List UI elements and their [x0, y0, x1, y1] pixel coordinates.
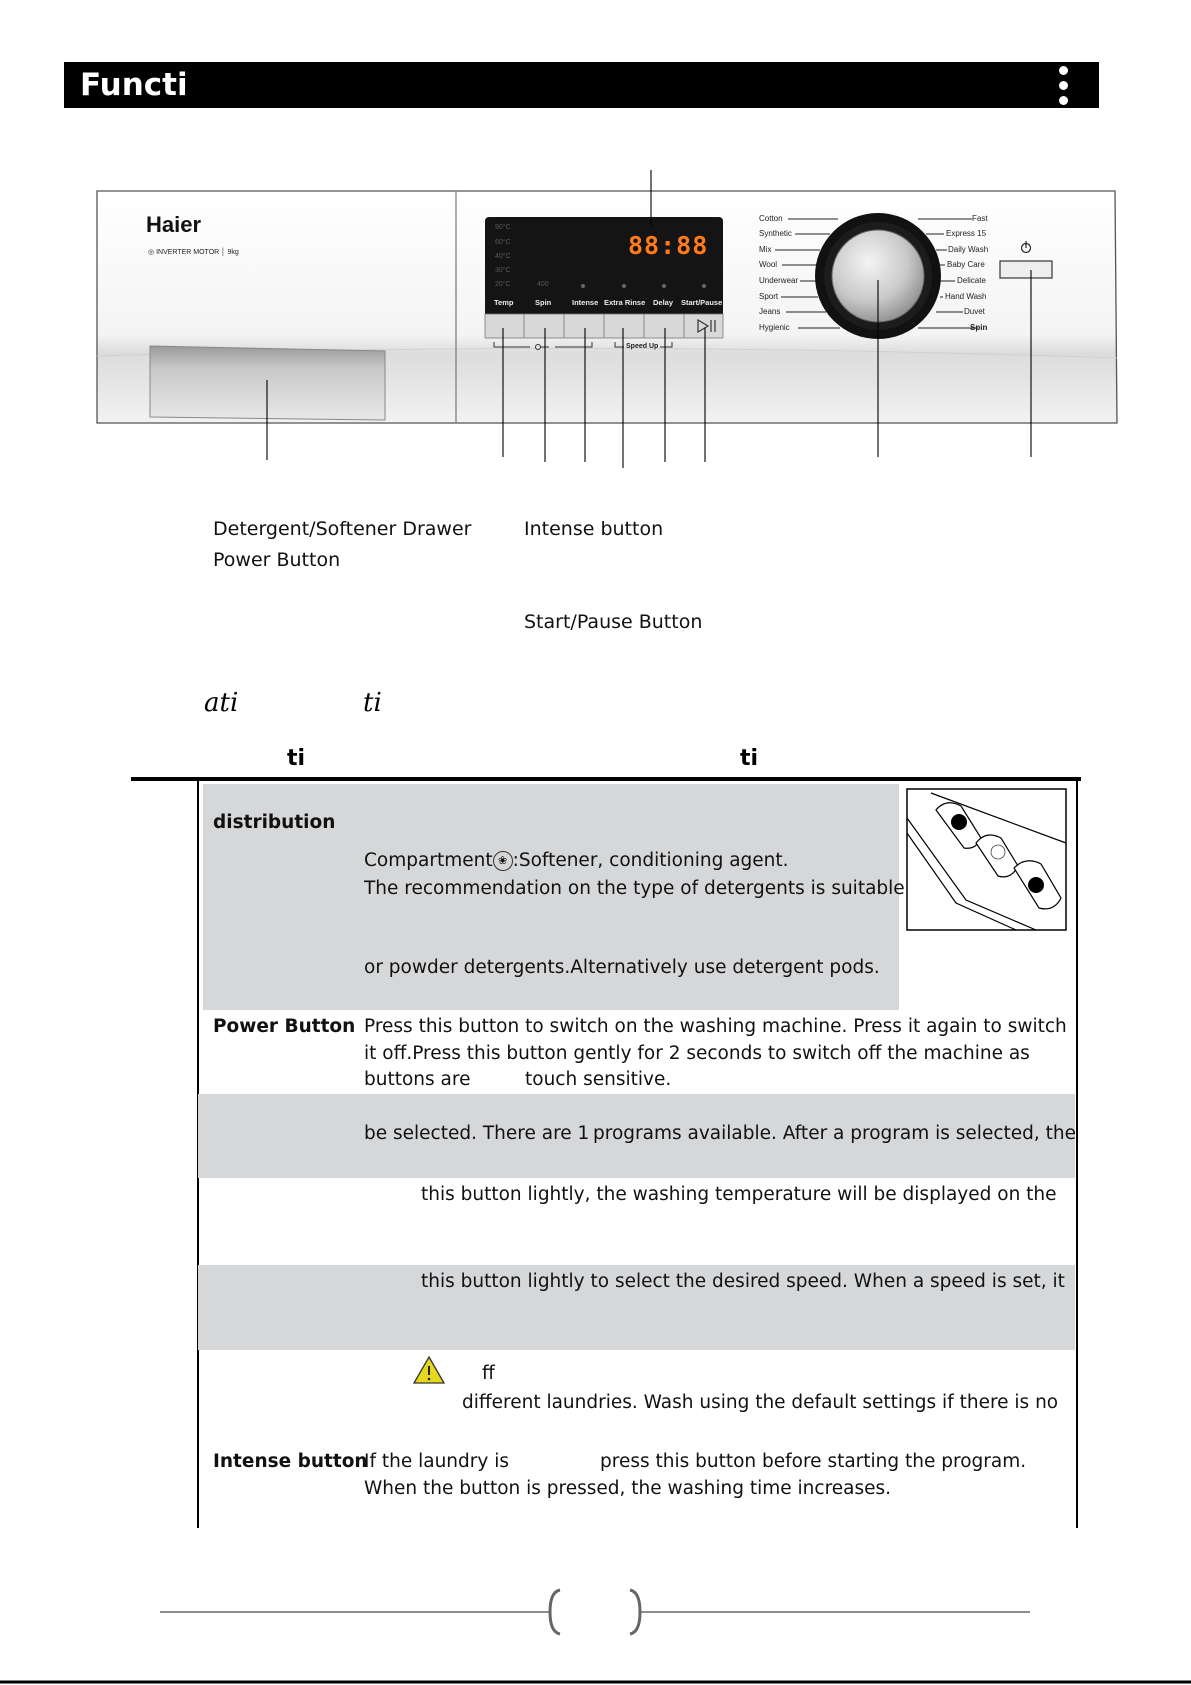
temp-button[interactable]	[485, 314, 524, 338]
distribution-line1: Compartment ❀ :Softener, conditioning agent.	[364, 850, 789, 871]
delay-button-label: Delay	[653, 298, 674, 307]
motor-label: ◎ INVERTER MOTOR │ 9kg	[148, 249, 239, 256]
warning-ff: ff	[482, 1363, 495, 1384]
page-footer	[0, 1580, 1191, 1685]
row-distribution-label: distribution	[213, 812, 336, 833]
intense-button-label: Intense	[572, 298, 599, 307]
power-line3a: buttons are	[364, 1069, 471, 1090]
intense-line2: When the button is pressed, the washing time increases.	[364, 1478, 892, 1499]
spin-line1: this button lightly to select the desired speed. When a speed is set, it	[421, 1271, 1065, 1292]
program-hand-wash: Hand Wash	[945, 292, 987, 301]
section-heading-left: ati	[204, 688, 239, 718]
spin-button[interactable]	[524, 314, 564, 338]
legend-power: Power Button	[213, 549, 341, 571]
temp-40: 40°C	[495, 253, 511, 260]
drawer-illustration	[906, 788, 1067, 931]
program-express-15: Express 15	[946, 229, 987, 238]
program-line1b: programs available. After a program is selected, the	[593, 1123, 1076, 1144]
power-line2: it off.Press this button gently for 2 seconds to switch off the machine as	[364, 1043, 1030, 1064]
legend-intense: Intense button	[524, 518, 664, 540]
program-duvet: Duvet	[964, 307, 985, 316]
delay-button[interactable]	[644, 314, 684, 338]
control-panel-illustration	[0, 0, 1191, 480]
temp-20: 20°C	[495, 281, 511, 288]
intense-line1b: press this button before starting the program.	[600, 1451, 1027, 1472]
power-line3b: touch sensitive.	[525, 1069, 672, 1090]
start-pause-button[interactable]	[684, 314, 723, 338]
distribution-line2: The recommendation on the type of detergents is suitable	[364, 878, 905, 899]
warning-icon	[412, 1355, 446, 1385]
page-title: Functi	[80, 67, 188, 103]
program-cotton: Cotton	[759, 214, 783, 223]
table-col2-header: ti	[740, 746, 759, 771]
program-synthetic: Synthetic	[759, 229, 792, 238]
program-delicate: Delicate	[957, 276, 986, 285]
temp-90: 90°C	[495, 224, 511, 231]
motor-icon: ◎	[148, 249, 157, 256]
softener-icon: ❀	[493, 851, 513, 871]
row-intense-label: Intense button	[213, 1451, 368, 1472]
legend-drawer: Detergent/Softener Drawer	[213, 518, 472, 540]
extra-rinse-button-label: Extra Rinse	[604, 298, 646, 307]
legend-start-pause: Start/Pause Button	[524, 611, 703, 633]
program-line1a: be selected. There are 1	[364, 1123, 590, 1144]
warning-line1: different laundries. Wash using the default settings if there is no	[462, 1392, 1059, 1413]
program-knob[interactable]	[815, 213, 941, 339]
program-mix: Mix	[759, 245, 772, 254]
program-baby-care: Baby Care	[947, 260, 985, 269]
program-daily-wash: Daily Wash	[948, 245, 989, 254]
table-col1-header: ti	[287, 746, 306, 771]
power-button[interactable]	[1000, 261, 1052, 278]
program-sport: Sport	[759, 292, 779, 301]
speed-up-label: Speed Up	[626, 343, 659, 350]
spin-button-label: Spin	[535, 298, 552, 307]
program-spin: Spin	[970, 323, 988, 332]
intense-button[interactable]	[564, 314, 604, 338]
delay-indicator	[662, 284, 666, 288]
row-power-label: Power Button	[213, 1016, 356, 1037]
program-jeans: Jeans	[759, 307, 781, 316]
spin-value: 400	[537, 281, 549, 288]
temp-line1: this button lightly, the washing temperature will be displayed on the	[421, 1184, 1057, 1205]
intense-indicator	[581, 284, 585, 288]
temp-30: 30°C	[495, 267, 511, 274]
program-fast: Fast	[972, 214, 988, 223]
program-underwear: Underwear	[759, 276, 799, 285]
distribution-line3: or powder detergents.Alternatively use detergent pods.	[364, 957, 880, 978]
table-right-border	[1076, 781, 1078, 1528]
intense-line1a: If the laundry is	[364, 1451, 509, 1472]
brand-logo: Haier	[146, 212, 202, 237]
start-pause-button-label: Start/Pause	[681, 298, 723, 307]
section-heading-right: ti	[363, 688, 382, 718]
extra-rinse-button[interactable]	[604, 314, 644, 338]
temp-60: 60°C	[495, 239, 511, 246]
program-hygienic: Hygienic	[759, 323, 790, 332]
program-wool: Wool	[759, 260, 778, 269]
temp-button-label: Temp	[494, 298, 514, 307]
display-readout: 88:88	[628, 231, 709, 260]
start-indicator	[702, 284, 706, 288]
power-line1: Press this button to switch on the washing machine. Press it again to switch	[364, 1016, 1067, 1037]
table-header-rule	[131, 777, 1081, 781]
extra-rinse-indicator	[622, 284, 626, 288]
